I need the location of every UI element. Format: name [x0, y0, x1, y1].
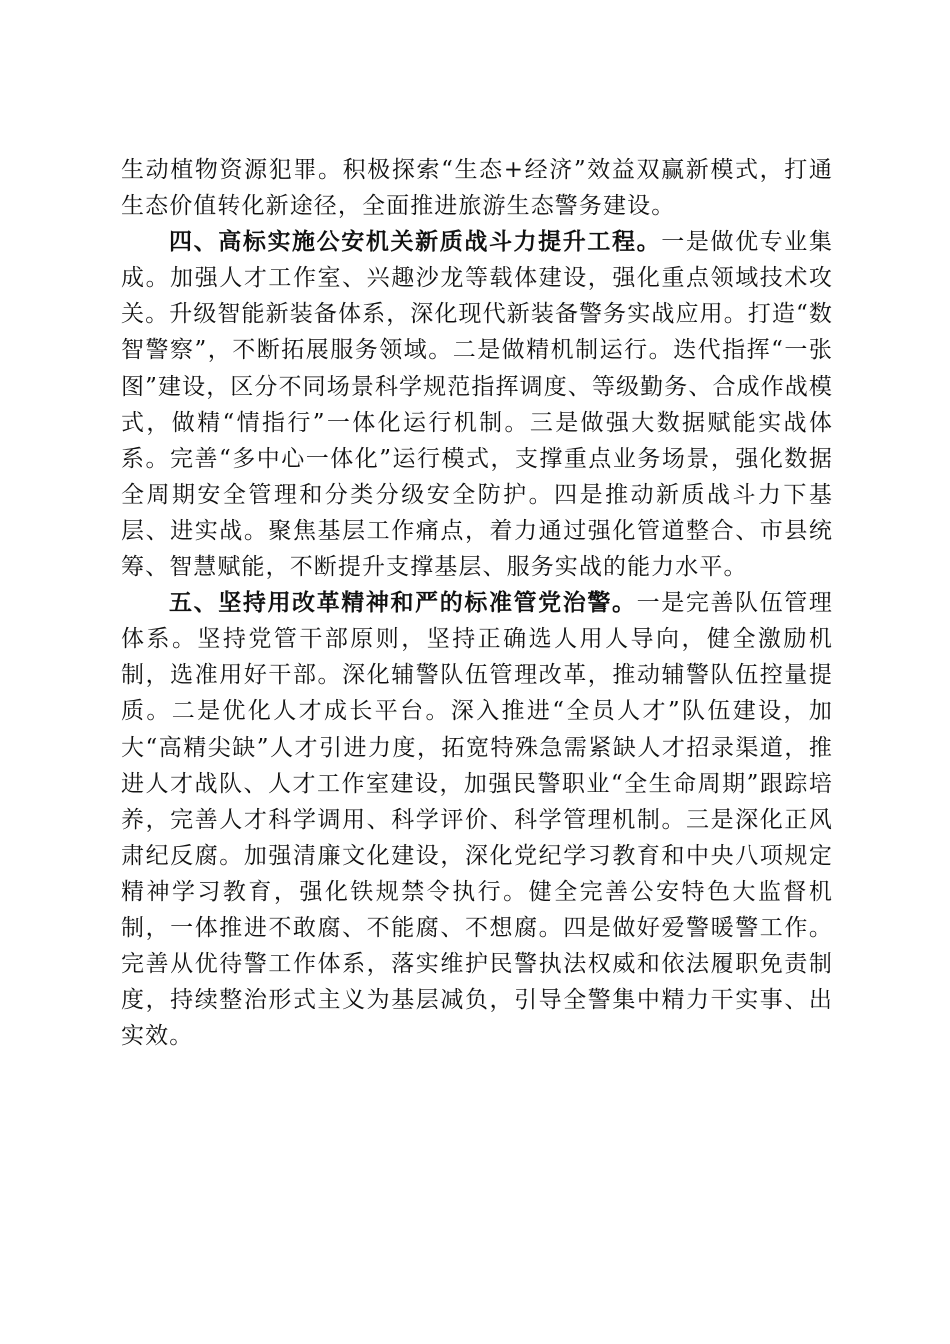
paragraph-section-four	[121, 224, 833, 585]
section-heading: 五、坚持用改革精神和严的标准管党治警。	[169, 590, 637, 617]
section-heading: 四、高标实施公安机关新质战斗力提升工程。	[169, 229, 662, 256]
paragraph-section-five	[121, 585, 833, 1054]
paragraph-continuation	[121, 152, 833, 224]
paragraph-text: 生动植物资源犯罪。积极探索“生态+经济”效益双赢新模式，打通生态价值转化新途径，全面推进旅游生态警务建设。	[121, 157, 833, 220]
paragraph-text: 一是完善队伍管理体系。坚持党管干部原则，坚持正确选人用人导向，健全激励机制，选准用好干部。深化辅警队伍管理改革，推动辅警队伍控量提质。二是优化人才成长平台。深入推进“全员人才”队伍建设，加大“高精尖缺”人才引进力度，拓宽特殊急需紧缺人才招录渠道，推进人才战队、人才工作室建设，加强民警职业“全生命周期”跟踪培养，完善人才科学调用、科学评价、科学管理机制。三是深化正风肃纪反腐。加强清廉文化建设，深化党纪学习教育和中央八项规定精神学习教育，强化铁规禁令执行。健全完善公安特色大监督机制，一体推进不敢腐、不能腐、不想腐。四是做好爱警暖警工作。完善从优待警工作体系，落实维护民警执法权威和依法履职免责制度，持续整治形式主义为基层减负，引导全警集中精力干实事、出实效。	[121, 590, 833, 1050]
paragraph-text: 一是做优专业集成。加强人才工作室、兴趣沙龙等载体建设，强化重点领域技术攻关。升级智能新装备体系，深化现代新装备警务实战应用。打造“数智警察”，不断拓展服务领域。二是做精机制运行。迭代指挥“一张图”建设，区分不同场景科学规范指挥调度、等级勤务、合成作战模式，做精“情指行”一体化运行机制。三是做强大数据赋能实战体系。完善“多中心一体化”运行模式，支撑重点业务场景，强化数据全周期安全管理和分类分级安全防护。四是推动新质战斗力下基层、进实战。聚焦基层工作痛点，着力通过强化管道整合、市县统筹、智慧赋能，不断提升支撑基层、服务实战的能力水平。	[121, 229, 834, 581]
document-body	[121, 152, 833, 1054]
